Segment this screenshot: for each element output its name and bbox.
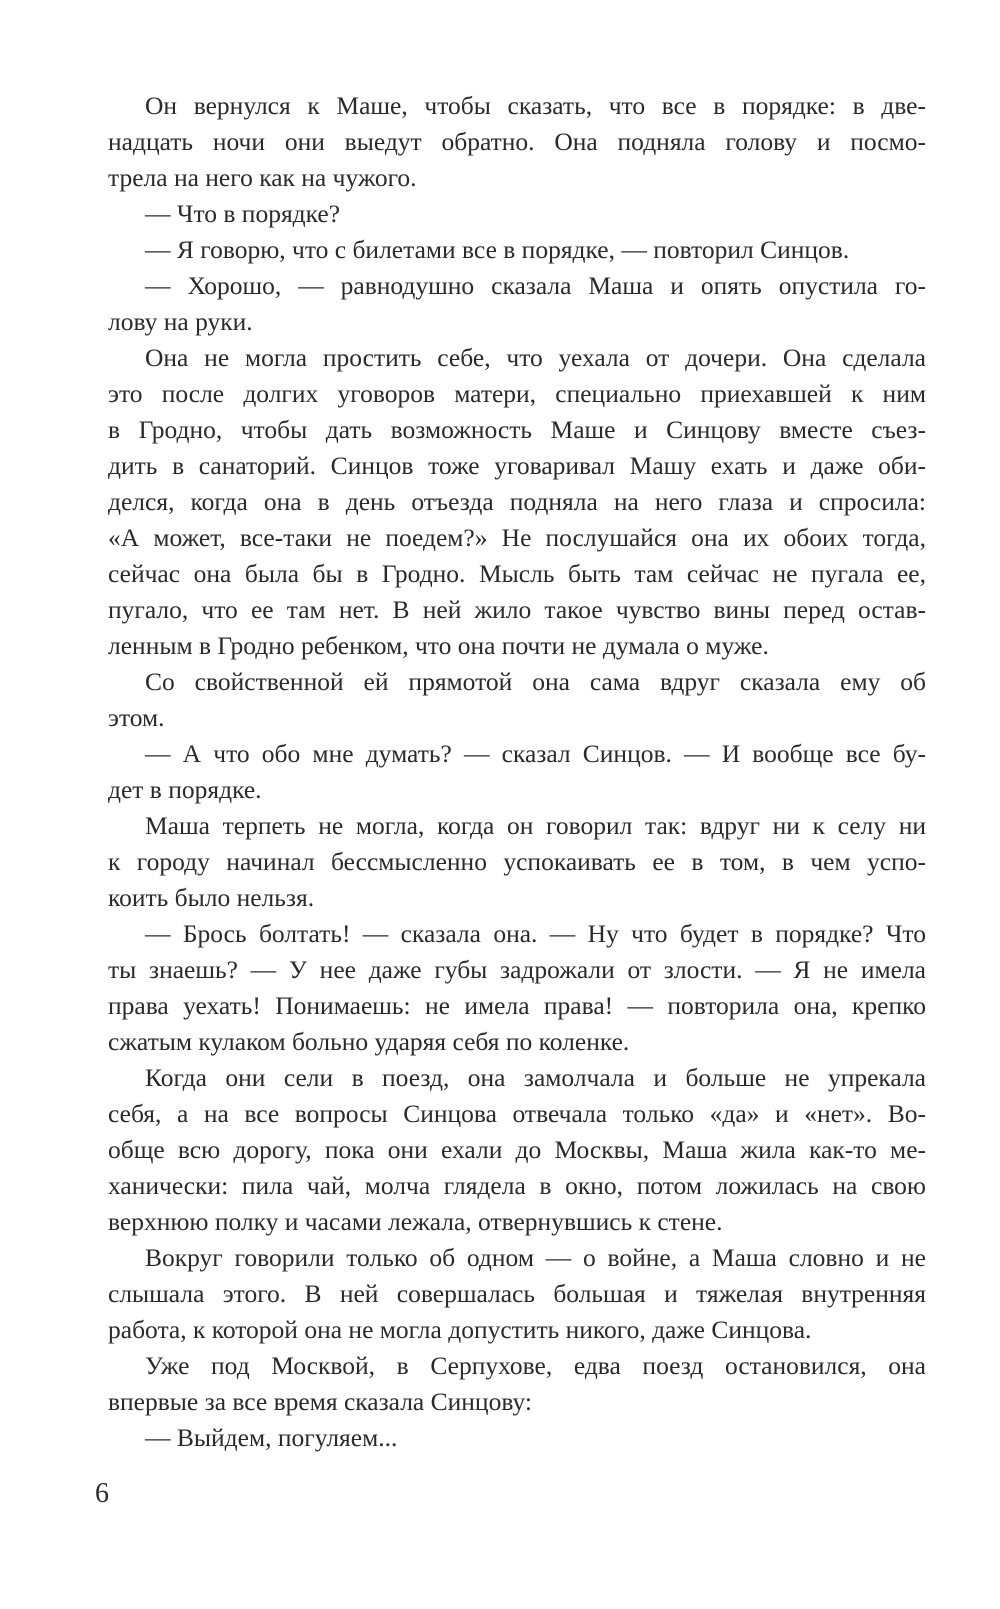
paragraph <box>108 340 926 664</box>
text-line: сжатым кулаком больно ударяя себя по коленке. <box>108 1027 630 1056</box>
text-line: — Хорошо, — равнодушно сказала Маша и опять опустила го- <box>145 271 926 300</box>
text-line: в Гродно, чтобы дать возможность Маше и Синцову вместе съез- <box>108 415 926 444</box>
text-line: ты знаешь? — У нее даже губы задрожали от злости. — Я не имела <box>108 955 926 984</box>
text-line: Со свойственной ей прямотой она сама вдруг сказала ему об <box>145 667 926 696</box>
text-line: надцать ночи они выедут обратно. Она подняла голову и посмо- <box>108 127 926 156</box>
text-line: — Я говорю, что с билетами все в порядке, — повторил Синцов. <box>145 235 850 264</box>
text-line: трела на него как на чужого. <box>108 163 417 192</box>
text-line: ленным в Гродно ребенком, что она почти не думала о муже. <box>108 631 769 660</box>
paragraph <box>108 1348 926 1420</box>
paragraph <box>108 196 926 232</box>
text-line: лову на руки. <box>108 307 253 336</box>
paragraph <box>108 1420 926 1456</box>
text-line: Маша терпеть не могла, когда он говорил так: вдруг ни к селу ни <box>145 811 926 840</box>
text-line: права уехать! Понимаешь: не имела права! — повторила она, крепко <box>108 991 926 1020</box>
paragraph <box>108 1060 926 1240</box>
text-line: слышала этого. В ней совершалась большая и тяжелая внутренняя <box>108 1279 926 1308</box>
text-line: Когда они сели в поезд, она замолчала и больше не упрекала <box>145 1063 926 1092</box>
paragraph <box>108 1240 926 1348</box>
page-number: 6 <box>95 1478 109 1509</box>
text-line: себя, а на все вопросы Синцова отвечала только «да» и «нет». Во- <box>108 1099 926 1128</box>
paragraph <box>108 268 926 340</box>
text-line: Вокруг говорили только об одном — о войне, а Маша словно и не <box>145 1243 926 1272</box>
text-line: «А может, все-таки не поедем?» Не послушайся она их обоих тогда, <box>108 523 926 552</box>
text-line: — Брось болтать! — сказала она. — Ну что будет в порядке? Что <box>145 919 926 948</box>
text-line: — Что в порядке? <box>145 199 341 228</box>
paragraph <box>108 232 926 268</box>
text-line: Уже под Москвой, в Серпухове, едва поезд остановился, она <box>145 1351 926 1380</box>
text-line: делся, когда она в день отъезда подняла на него глаза и спросила: <box>108 487 926 516</box>
paragraph <box>108 736 926 808</box>
text-line: это после долгих уговоров матери, специально приехавшей к ним <box>108 379 926 408</box>
text-line: дет в порядке. <box>108 775 262 804</box>
paragraph <box>108 664 926 736</box>
text-line: впервые за все время сказала Синцову: <box>108 1387 532 1416</box>
text-line: коить было нельзя. <box>108 883 315 912</box>
text-line: — Выйдем, погуляем... <box>145 1423 398 1452</box>
text-line: Она не могла простить себе, что уехала от дочери. Она сделала <box>145 343 926 372</box>
paragraph <box>108 916 926 1060</box>
paragraph <box>108 88 926 196</box>
text-line: верхнюю полку и часами лежала, отвернувшись к стене. <box>108 1207 723 1236</box>
text-line: сейчас она была бы в Гродно. Мысль быть там сейчас не пугала ее, <box>108 559 926 588</box>
text-line: — А что обо мне думать? — сказал Синцов. — И вообще все бу- <box>145 739 926 768</box>
text-line: пугало, что ее там нет. В ней жило такое чувство вины перед остав- <box>108 595 926 624</box>
book-page-text <box>108 88 926 1456</box>
text-line: Он вернулся к Маше, чтобы сказать, что все в порядке: в две- <box>145 91 926 120</box>
text-line: работа, к которой она не могла допустить никого, даже Синцова. <box>108 1315 812 1344</box>
text-line: обще всю дорогу, пока они ехали до Москвы, Маша жила как-то ме- <box>108 1135 926 1164</box>
text-line: ханически: пила чай, молча глядела в окно, потом ложилась на свою <box>108 1171 926 1200</box>
paragraph <box>108 808 926 916</box>
text-line: этом. <box>108 703 165 732</box>
text-line: к городу начинал бессмысленно успокаивать ее в том, в чем успо- <box>108 847 926 876</box>
text-line: дить в санаторий. Синцов тоже уговаривал Машу ехать и даже оби- <box>108 451 926 480</box>
